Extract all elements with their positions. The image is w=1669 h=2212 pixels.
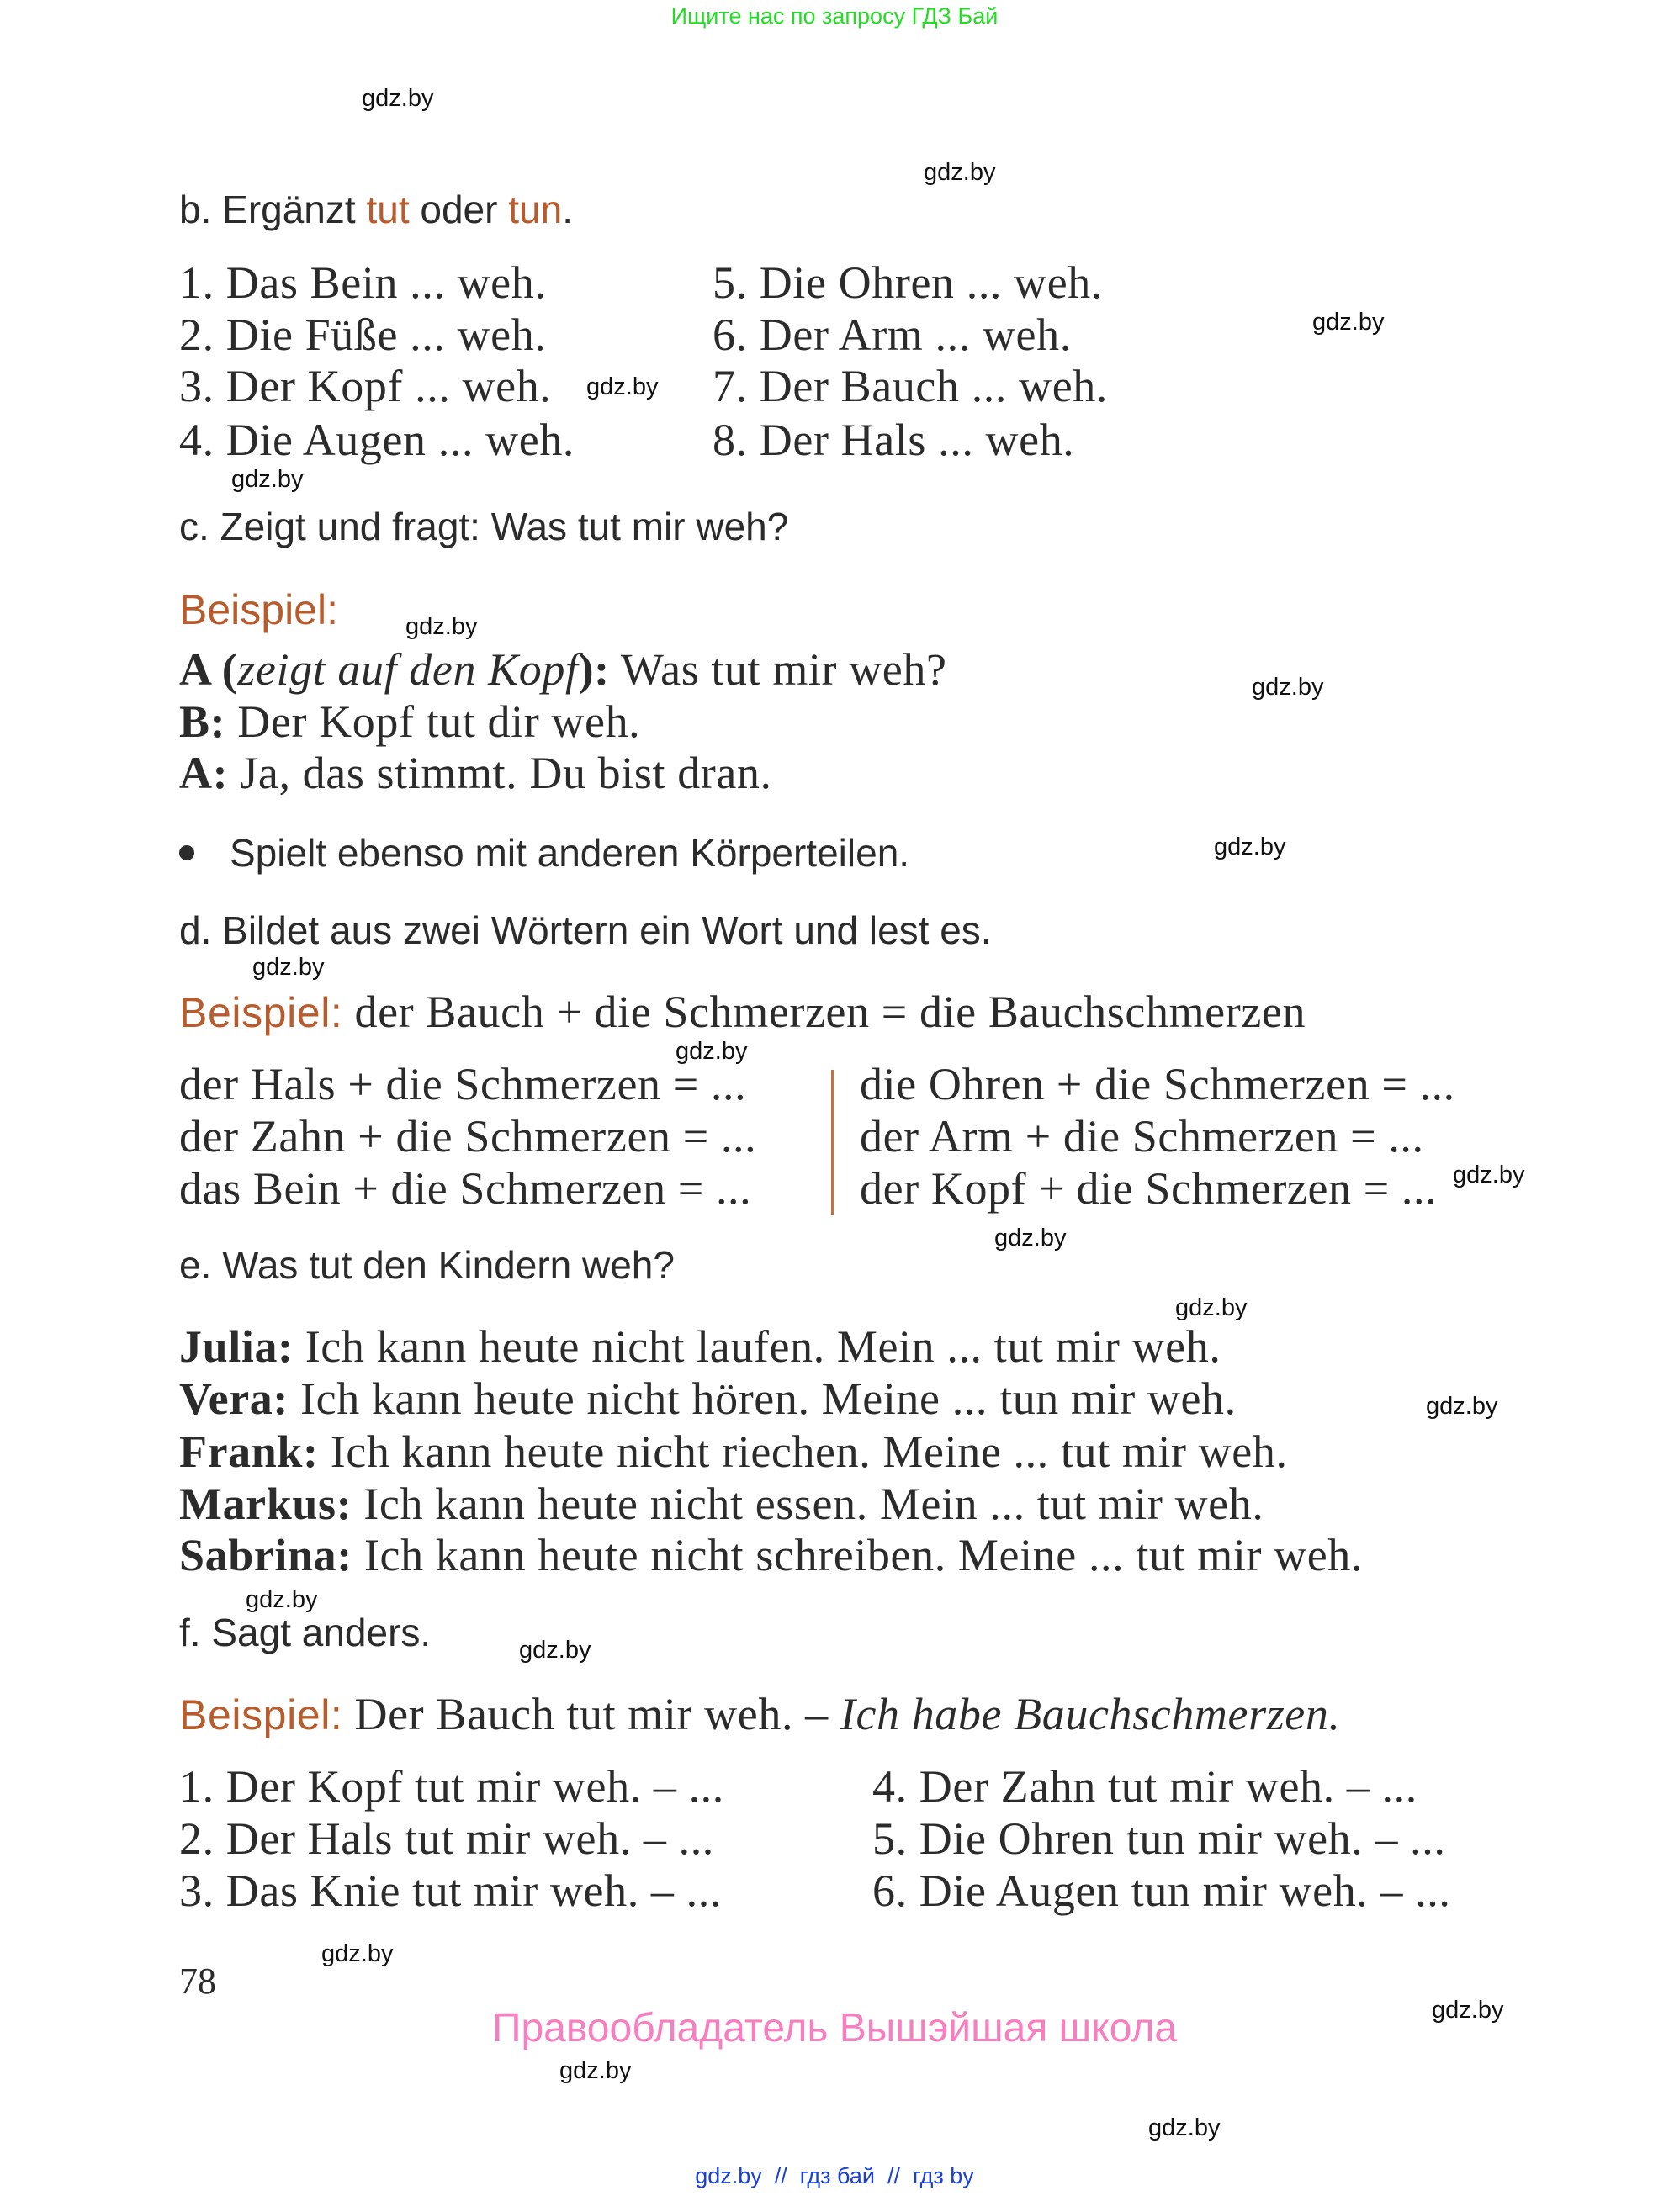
exercise-b-item [713,310,1072,360]
compound-item [860,1163,1438,1214]
child-statement-segment: Ich kann heute nicht laufen. Mein ... tut mir weh. [293,1321,1221,1372]
rephrase-item [872,1813,1446,1864]
dialog-line-segment: A: [179,748,229,798]
example-d-segment: Beispiel: [179,989,343,1036]
compound-item-segment: der Arm + die Schmerzen = ... [860,1111,1424,1162]
rephrase-item [872,1761,1417,1812]
watermark: gdz.by [1148,2114,1221,2141]
compound-item-segment: die Ohren + die Schmerzen = ... [860,1059,1455,1109]
watermark: gdz.by [519,1637,591,1664]
dialog-line-segment: Der Kopf tut dir weh. [225,696,641,747]
heading-c [179,507,788,546]
watermark: gdz.by [1432,1997,1504,2024]
child-statement-segment: Frank: [179,1426,319,1477]
watermark: gdz.by [362,85,434,112]
child-statement-segment: Sabrina: [179,1530,352,1580]
exercise-b-item [713,363,1108,409]
watermark: gdz.by [231,466,304,493]
rephrase-item-segment: 4. Der Zahn tut mir weh. – ... [872,1761,1417,1812]
bullet-icon [179,845,194,860]
watermark: gdz.by [676,1038,748,1065]
watermark: gdz.by [1312,309,1385,336]
exercise-b-item [179,257,547,308]
exercise-b-item-segment: 2. Die Füße ... weh. [179,310,547,360]
example-f-segment: Ich habe Bauchschmerzen. [840,1689,1341,1739]
watermark: gdz.by [924,159,996,186]
exercise-b-item [179,363,551,409]
compound-item [860,1061,1455,1107]
child-statement [179,1481,1264,1527]
example-f [179,1691,1341,1738]
exercise-b-item-segment: 6. Der Arm ... weh. [713,310,1072,360]
child-statement-segment: Ich kann heute nicht hören. Meine ... tun mir weh. [288,1373,1237,1424]
heading-e-segment: e. Was tut den Kindern weh? [179,1243,675,1287]
watermark: gdz.by [559,2057,632,2084]
rephrase-item-segment: 1. Der Kopf tut mir weh. – ... [179,1761,724,1812]
copyright-notice: Правообладатель Вышэйшая школа [491,2006,1178,2051]
compound-item [179,1061,746,1107]
child-statement-segment: Markus: [179,1479,352,1529]
heading-d [179,908,992,952]
heading-f-segment: f. Sagt anders. [179,1611,432,1654]
watermark: gdz.by [994,1225,1067,1252]
child-statement [179,1426,1288,1477]
child-statement-segment: Ich kann heute nicht schreiben. Meine ... tut mir weh. [352,1530,1364,1580]
rephrase-item-segment: 6. Die Augen tun mir weh. – ... [872,1865,1451,1916]
heading-b [179,190,573,229]
compound-item [179,1163,752,1214]
rephrase-item [179,1813,714,1864]
heading-b-segment: . [562,188,573,231]
rephrase-item [872,1865,1451,1916]
exercise-b-item-segment: 7. Der Bauch ... weh. [713,361,1108,411]
exercise-b-item-segment: 4. Die Augen ... weh. [179,415,575,465]
exercise-b-item-segment: 5. Die Ohren ... weh. [713,257,1103,308]
example-label-c-segment: Beispiel: [179,586,338,633]
heading-e [179,1243,675,1287]
child-statement-segment: Ich kann heute nicht essen. Mein ... tut mir weh. [352,1479,1264,1529]
rephrase-item-segment: 3. Das Knie tut mir weh. – ... [179,1865,722,1916]
compound-item-segment: das Bein + die Schmerzen = ... [179,1163,752,1214]
heading-b-segment: tun [508,188,563,231]
watermark: gdz.by [1426,1393,1498,1420]
dialog-line-segment: B: [179,696,226,747]
exercise-b-item-segment: 3. Der Kopf ... weh. [179,361,552,411]
exercise-b-item-segment: 8. Der Hals ... weh. [713,415,1075,465]
example-f-segment: Beispiel: [179,1691,343,1738]
example-f-segment: Der Bauch tut mir weh. – [342,1689,840,1739]
watermark: gdz.by [586,373,659,400]
example-d-segment: der Bauch + die Schmerzen = die Bauchschmerzen [342,987,1306,1037]
rephrase-item-segment: 2. Der Hals tut mir weh. – ... [179,1813,714,1864]
dialog-line [179,750,772,796]
child-statement-segment: Vera: [179,1373,289,1424]
watermark: gdz.by [1175,1294,1248,1321]
exercise-b-item [179,417,575,463]
watermark: gdz.by [1252,674,1324,701]
dialog-line-segment: ): [578,644,610,695]
watermark: gdz.by [246,1586,318,1613]
compound-item [179,1111,757,1162]
heading-c-segment: c. Zeigt und fragt: Was tut mir weh? [179,505,789,548]
dialog-line-segment: Was tut mir weh? [609,644,947,695]
bullet-text: Spielt ebenso mit anderen Körperteilen. [230,831,910,875]
dialog-line [179,644,947,695]
heading-d-segment: d. Bildet aus zwei Wörtern ein Wort und lest es. [179,908,992,952]
watermark: gdz.by [1453,1162,1525,1188]
compound-item-segment: der Zahn + die Schmerzen = ... [179,1111,757,1162]
child-statement-segment: Julia: [179,1321,294,1372]
heading-b-segment: b. Ergänzt [179,188,367,231]
rephrase-item [179,1761,724,1812]
compound-item-segment: der Kopf + die Schmerzen = ... [860,1163,1438,1214]
watermark: gdz.by [1214,833,1286,860]
child-statement [179,1321,1221,1372]
watermark: gdz.by [252,954,325,981]
example-d [179,989,1306,1035]
heading-b-segment: oder [409,188,509,231]
exercise-b-item-segment: 1. Das Bein ... weh. [179,257,547,308]
footer-links[interactable]: gdz.by // гдз бай // гдз by [695,2163,974,2188]
bullet-instruction [179,831,910,875]
exercise-b-item [179,310,547,360]
watermark: gdz.by [405,613,478,640]
rephrase-item-segment: 5. Die Ohren tun mir weh. – ... [872,1813,1446,1864]
compound-item [860,1111,1424,1162]
child-statement-segment: Ich kann heute nicht riechen. Meine ... tut mir weh. [318,1426,1288,1477]
heading-f [179,1613,431,1652]
dialog-line-segment: A ( [179,644,238,695]
child-statement [179,1532,1363,1578]
exercise-b-item [713,417,1074,463]
compound-item-segment: der Hals + die Schmerzen = ... [179,1059,747,1109]
rephrase-item [179,1865,722,1916]
column-divider [831,1070,834,1215]
heading-b-segment: tut [366,188,410,231]
child-statement [179,1373,1237,1424]
exercise-b-item [713,257,1103,308]
example-label-c [179,585,338,634]
top-banner: Ищите нас по запросу ГДЗ Бай [670,3,999,29]
page-number: 78 [179,1961,216,2002]
dialog-line-segment: Ja, das stimmt. Du bist dran. [228,748,772,798]
dialog-line [179,696,641,747]
watermark: gdz.by [321,1940,394,1967]
dialog-line-segment: zeigt auf den Kopf [237,644,579,695]
